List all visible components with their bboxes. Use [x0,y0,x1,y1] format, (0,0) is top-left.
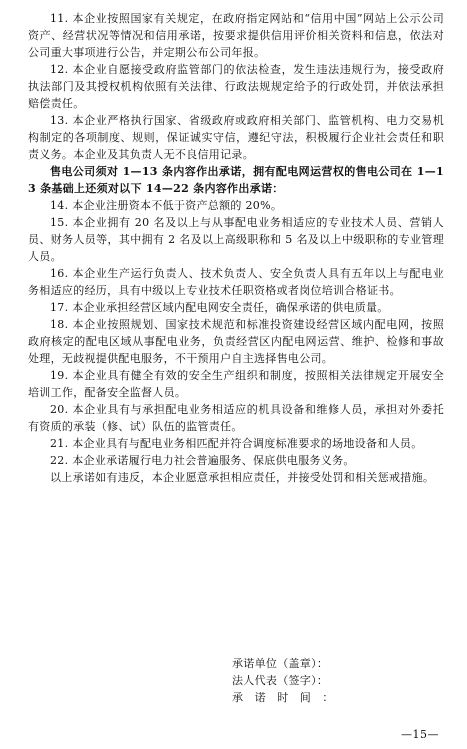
clause-22: 22. 本企业承诺履行电力社会普遍服务、保底供电服务义务。 [50,454,355,467]
clause-17: 17. 本企业承担经营区域内配电网安全责任，确保承诺的供电质量。 [50,301,389,314]
clause-11: 11. 本企业按照国家有关规定，在政府指定网站和“信用中国”网站上公示公司资产、经营状况等情况和信用承诺，按要求提供信用评价相关资料和信息，依法对公司重大事项进行公告，并定期公布公司年报。 [28,12,444,59]
signature-time-label: 承 诺 时 间 ： [232,691,334,704]
clause-19: 19. 本企业具有健全有效的安全生产组织和制度，按照相关法律规定开展安全培训工作，配备安全监督人员。 [28,369,444,399]
clause-13: 13. 本企业严格执行国家、省级政府或政府相关部门、监管机构、电力交易机构制定的各项制度、规则，保证诚实守信，遵纪守法，积极履行企业社会责任和职责义务。本企业及其负责人无不良信用记录。 [28,114,444,161]
clause-21: 21. 本企业具有与配电业务相匹配并符合调度标准要求的场地设备和人员。 [50,437,423,450]
document-body [28,10,444,486]
signature-representative-label: 法人代表（签字）： [232,674,329,687]
clause-18: 18. 本企业按照规划、国家技术规范和标准投资建设经营区域内配电网，按照政府核定的配电区域从事配电业务，负责经营区内配电网运营、维护、检修和事故处理，无歧视提供配电服务，不干预用户自主选择售电公司。 [28,318,444,365]
signature-block [232,655,432,706]
clause-20: 20. 本企业具有与承担配电业务相适应的机具设备和维修人员，承担对外委托有资质的承装（修、试）队伍的监管责任。 [28,403,444,433]
clause-16: 16. 本企业生产运行负责人、技术负责人、安全负责人具有五年以上与配电业务相适应的经历，具有中级以上专业技术任职资格或者岗位培训合格证书。 [28,267,444,297]
additional-commitment-heading: 售电公司须对 1—13 条内容作出承诺，拥有配电网运营权的售电公司在 1—13 条基础上还须对以下 14—22 条内容作出承诺： [28,165,444,195]
page-number: —15— [401,728,439,741]
clause-14: 14. 本企业注册资本不低于资产总额的 20%。 [50,199,283,212]
signature-unit-label: 承诺单位（盖章）： [232,657,329,670]
closing-statement: 以上承诺如有违反，本企业愿意承担相应责任，并接受处罚和相关惩戒措施。 [50,471,435,484]
clause-12: 12. 本企业自愿接受政府监管部门的依法检查，发生违法违规行为，接受政府执法部门及其授权机构依照有关法律、行政法规规定给予的行政处罚，并依法承担赔偿责任。 [28,63,444,110]
clause-15: 15. 本企业拥有 20 名及以上与从事配电业务相适应的专业技术人员、营销人员、财务人员等，其中拥有 2 名及以上高级职称和 5 名及以上中级职称的专业管理人员。 [28,216,444,263]
